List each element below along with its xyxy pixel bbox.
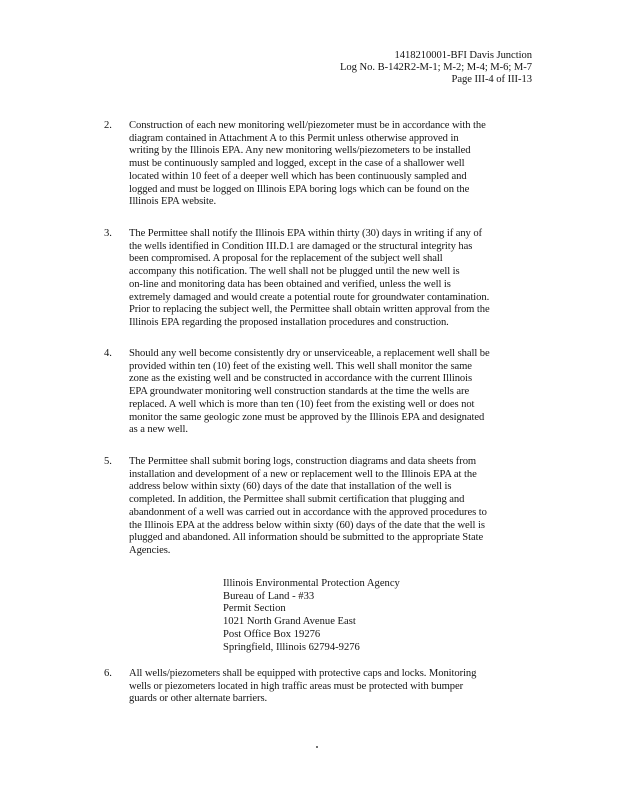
address-line: Permit Section xyxy=(223,603,286,615)
text-line: abandonment of a well was carried out in accordance with the approved procedures to xyxy=(129,506,487,518)
text-line: Construction of each new monitoring well/piezometer must be in accordance with the xyxy=(129,120,486,131)
page-number: Page III-4 of III-13 xyxy=(451,74,532,85)
text-line: the wells identified in Condition III.D.1 are damaged or the structural integrity has xyxy=(129,240,473,252)
item-number: 4. xyxy=(104,348,112,359)
item-number: 6. xyxy=(104,668,112,679)
text-line: All wells/piezometers shall be equipped with protective caps and locks. Monitoring xyxy=(129,668,477,679)
text-line: been compromised. A proposal for the replacement of the subject well shall xyxy=(129,253,443,265)
text-line: writing by the Illinois EPA. Any new monitoring wells/piezometers to be installed xyxy=(129,145,471,157)
address-line: Illinois Environmental Protection Agency xyxy=(223,578,400,589)
condition-item-2 xyxy=(104,120,536,209)
text-line: provided within ten (10) feet of the existing well. This well shall monitor the same xyxy=(129,360,472,372)
condition-item-5 xyxy=(104,456,536,558)
text-line: Illinois EPA website. xyxy=(129,196,217,208)
text-line: Should any well become consistently dry or unserviceable, a replacement well shall be xyxy=(129,348,490,359)
text-line: extremely damaged and would create a potential route for groundwater contamination. xyxy=(129,291,490,303)
text-line: diagram contained in Attachment A to this Permit unless otherwise approved in xyxy=(129,132,459,144)
text-line: EPA groundwater monitoring well construction standards at the time the wells are xyxy=(129,386,470,398)
mailing-address xyxy=(223,578,400,654)
address-line: Bureau of Land - #33 xyxy=(223,590,315,602)
text-line: located within 10 feet of a deeper well which has been continuously sampled and xyxy=(129,170,467,182)
address-line: 1021 North Grand Avenue East xyxy=(223,616,356,628)
item-number: 2. xyxy=(104,120,112,131)
item-number: 5. xyxy=(104,456,112,467)
text-line: Agencies. xyxy=(129,544,171,556)
item-number: 3. xyxy=(104,228,112,239)
address-line: Post Office Box 19276 xyxy=(223,628,321,640)
item-text xyxy=(129,668,536,706)
document-header xyxy=(340,50,532,86)
address-line: Springfield, Illinois 62794-9276 xyxy=(223,641,360,653)
condition-item-3 xyxy=(104,228,536,330)
text-line: accompany this notification. The well shall not be plugged until the new well is xyxy=(129,266,460,278)
text-line: as a new well. xyxy=(129,424,188,436)
text-line: the Illinois EPA at the address below within sixty (60) days of the date that the well is xyxy=(129,519,485,531)
text-line: installation and development of a new or replacement well to the Illinois EPA at the xyxy=(129,468,477,480)
text-line: logged and must be logged on Illinois EPA boring logs which can be found on the xyxy=(129,183,470,195)
item-text xyxy=(129,228,536,330)
text-line: zone as the existing well and be constructed in accordance with the current Illinois xyxy=(129,373,473,385)
item-text xyxy=(129,348,536,437)
text-line: Prior to replacing the subject well, the Permittee shall obtain written approval from the xyxy=(129,304,490,316)
text-line: completed. In addition, the Permittee shall submit certification that plugging and xyxy=(129,494,465,506)
condition-item-6 xyxy=(104,668,536,706)
text-line: wells or piezometers located in high traffic areas must be protected with bumper xyxy=(129,680,464,692)
text-line: replaced. A well which is more than ten (10) feet from the existing well or does not xyxy=(129,398,475,410)
text-line: The Permittee shall notify the Illinois EPA within thirty (30) days in writing if any of xyxy=(129,228,483,239)
condition-item-4 xyxy=(104,348,536,437)
text-line: guards or other alternate barriers. xyxy=(129,693,268,705)
item-text xyxy=(129,456,536,558)
text-line: on-line and monitoring data has been obtained and verified, unless the well is xyxy=(129,278,451,290)
text-line: address below within sixty (60) days of the date that installation of the well is xyxy=(129,481,452,493)
text-line: Illinois EPA regarding the proposed installation procedures and construction. xyxy=(129,316,449,328)
text-line: must be continuously sampled and logged, except in the case of a shallower well xyxy=(129,158,465,170)
permit-id: 1418210001-BFI Davis Junction xyxy=(394,50,532,61)
text-line: monitor the same geologic zone must be approved by the Illinois EPA and designated xyxy=(129,411,485,423)
scan-speck xyxy=(316,746,318,748)
log-number: Log No. B-142R2-M-1; M-2; M-4; M-6; M-7 xyxy=(340,62,532,73)
text-line: The Permittee shall submit boring logs, construction diagrams and data sheets from xyxy=(129,456,477,467)
text-line: plugged and abandoned. All information should be submitted to the appropriate State xyxy=(129,532,484,544)
item-text xyxy=(129,120,536,209)
